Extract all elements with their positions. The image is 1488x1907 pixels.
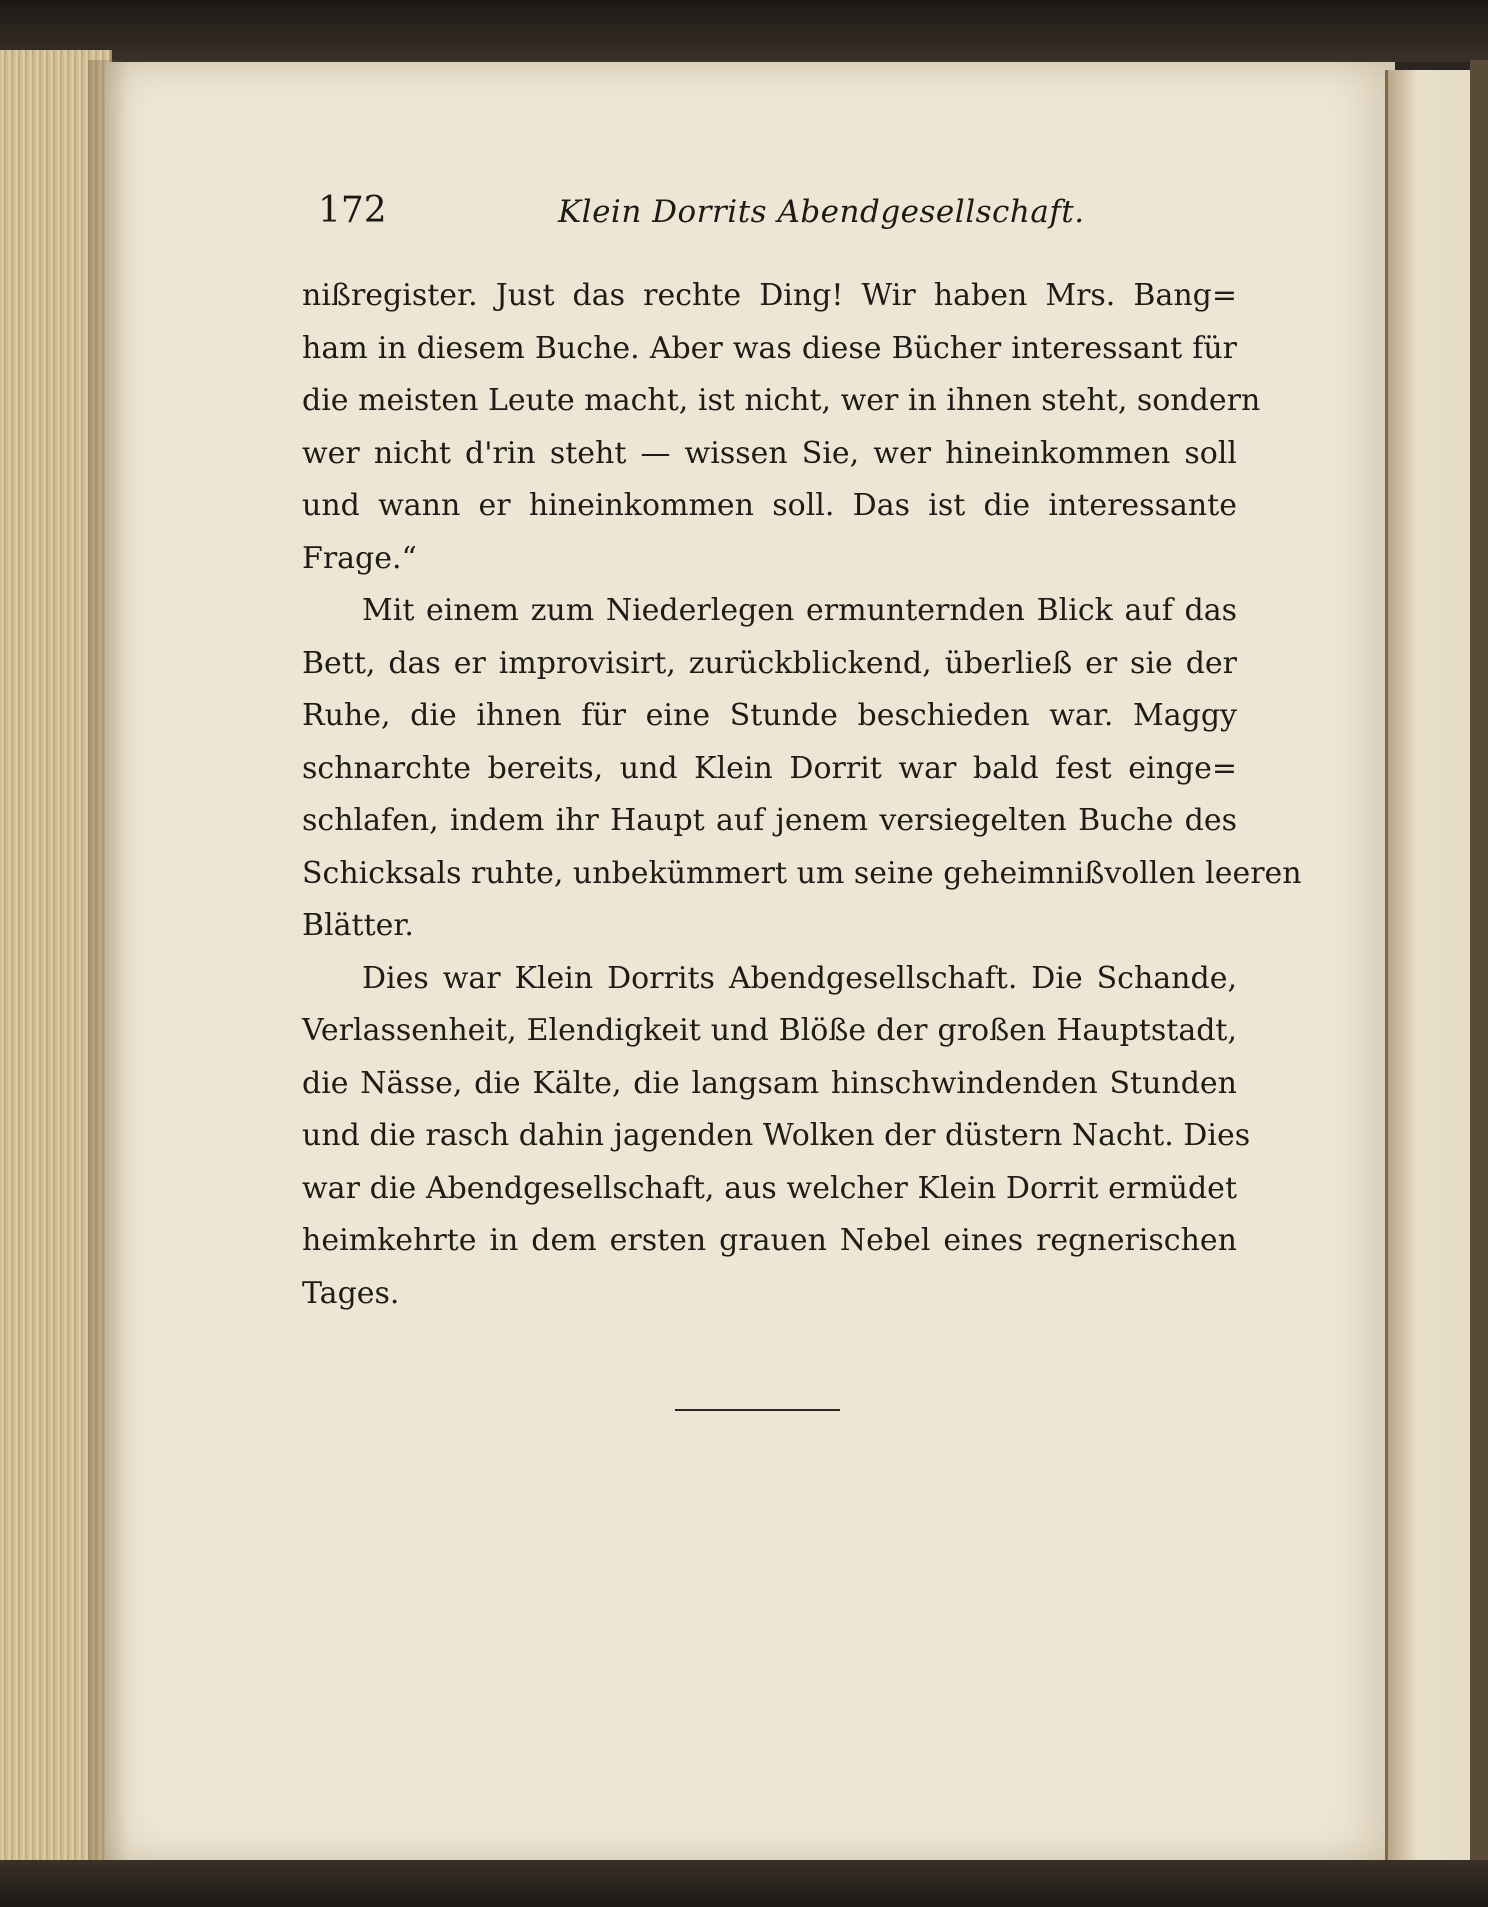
paragraph-2 xyxy=(302,585,1302,953)
text-line: die meisten Leute macht, ist nicht, wer in ihnen steht, sondern xyxy=(302,383,1261,418)
text-line: schnarchte bereits, und Klein Dorrit war bald fest einge= xyxy=(302,750,1237,786)
book-cover-edge xyxy=(1470,60,1488,1907)
body-text xyxy=(302,270,1302,1320)
text-line: Verlassenheit, Elendigkeit und Blöße der großen Hauptstadt, xyxy=(302,1013,1237,1048)
running-title: Klein Dorrits Abendgesellschaft. xyxy=(558,194,1085,230)
page-header xyxy=(318,190,1238,240)
text-line: Bett, das er improvisirt, zurückblickend, überließ er sie der xyxy=(302,645,1237,681)
text-line: Tages. xyxy=(302,1275,400,1311)
text-line: und wann er hineinkommen soll. Das ist die interessante xyxy=(302,488,1237,523)
page-number: 172 xyxy=(318,190,387,231)
gutter-shadow xyxy=(88,60,128,1870)
paragraph-3 xyxy=(302,953,1251,1321)
book-bottom-edge xyxy=(0,1860,1488,1907)
text-line: Frage.“ xyxy=(302,540,417,576)
text-line: Blätter. xyxy=(302,908,414,943)
text-line: wer nicht d'rin steht — wissen Sie, wer hineinkommen soll xyxy=(302,435,1237,471)
text-line: Dies war Klein Dorrits Abendgesellschaft. Die Schande, xyxy=(362,960,1237,996)
text-line: Mit einem zum Niederlegen ermunternden Blick auf das xyxy=(362,593,1237,628)
chapter-end-rule xyxy=(675,1409,840,1411)
text-line: und die rasch dahin jagenden Wolken der düstern Nacht. Dies xyxy=(302,1118,1251,1153)
text-line: war die Abendgesellschaft, aus welcher Klein Dorrit ermüdet xyxy=(302,1170,1237,1206)
text-line: heimkehrte in dem ersten grauen Nebel eines regnerischen xyxy=(302,1223,1237,1258)
text-line: nißregister. Just das rechte Ding! Wir haben Mrs. Bang= xyxy=(302,278,1237,313)
text-line: Ruhe, die ihnen für eine Stunde beschieden war. Maggy xyxy=(302,698,1237,733)
book-top-edge xyxy=(0,0,1488,62)
paragraph-1 xyxy=(302,270,1261,585)
text-line: Schicksals ruhte, unbekümmert um seine geheimnißvollen leeren xyxy=(302,855,1302,891)
text-line: ham in diesem Buche. Aber was diese Bücher interessant für xyxy=(302,330,1237,366)
text-line: die Nässe, die Kälte, die langsam hinschwindenden Stunden xyxy=(302,1065,1237,1101)
text-line: schlafen, indem ihr Haupt auf jenem versiegelten Buche des xyxy=(302,803,1237,838)
